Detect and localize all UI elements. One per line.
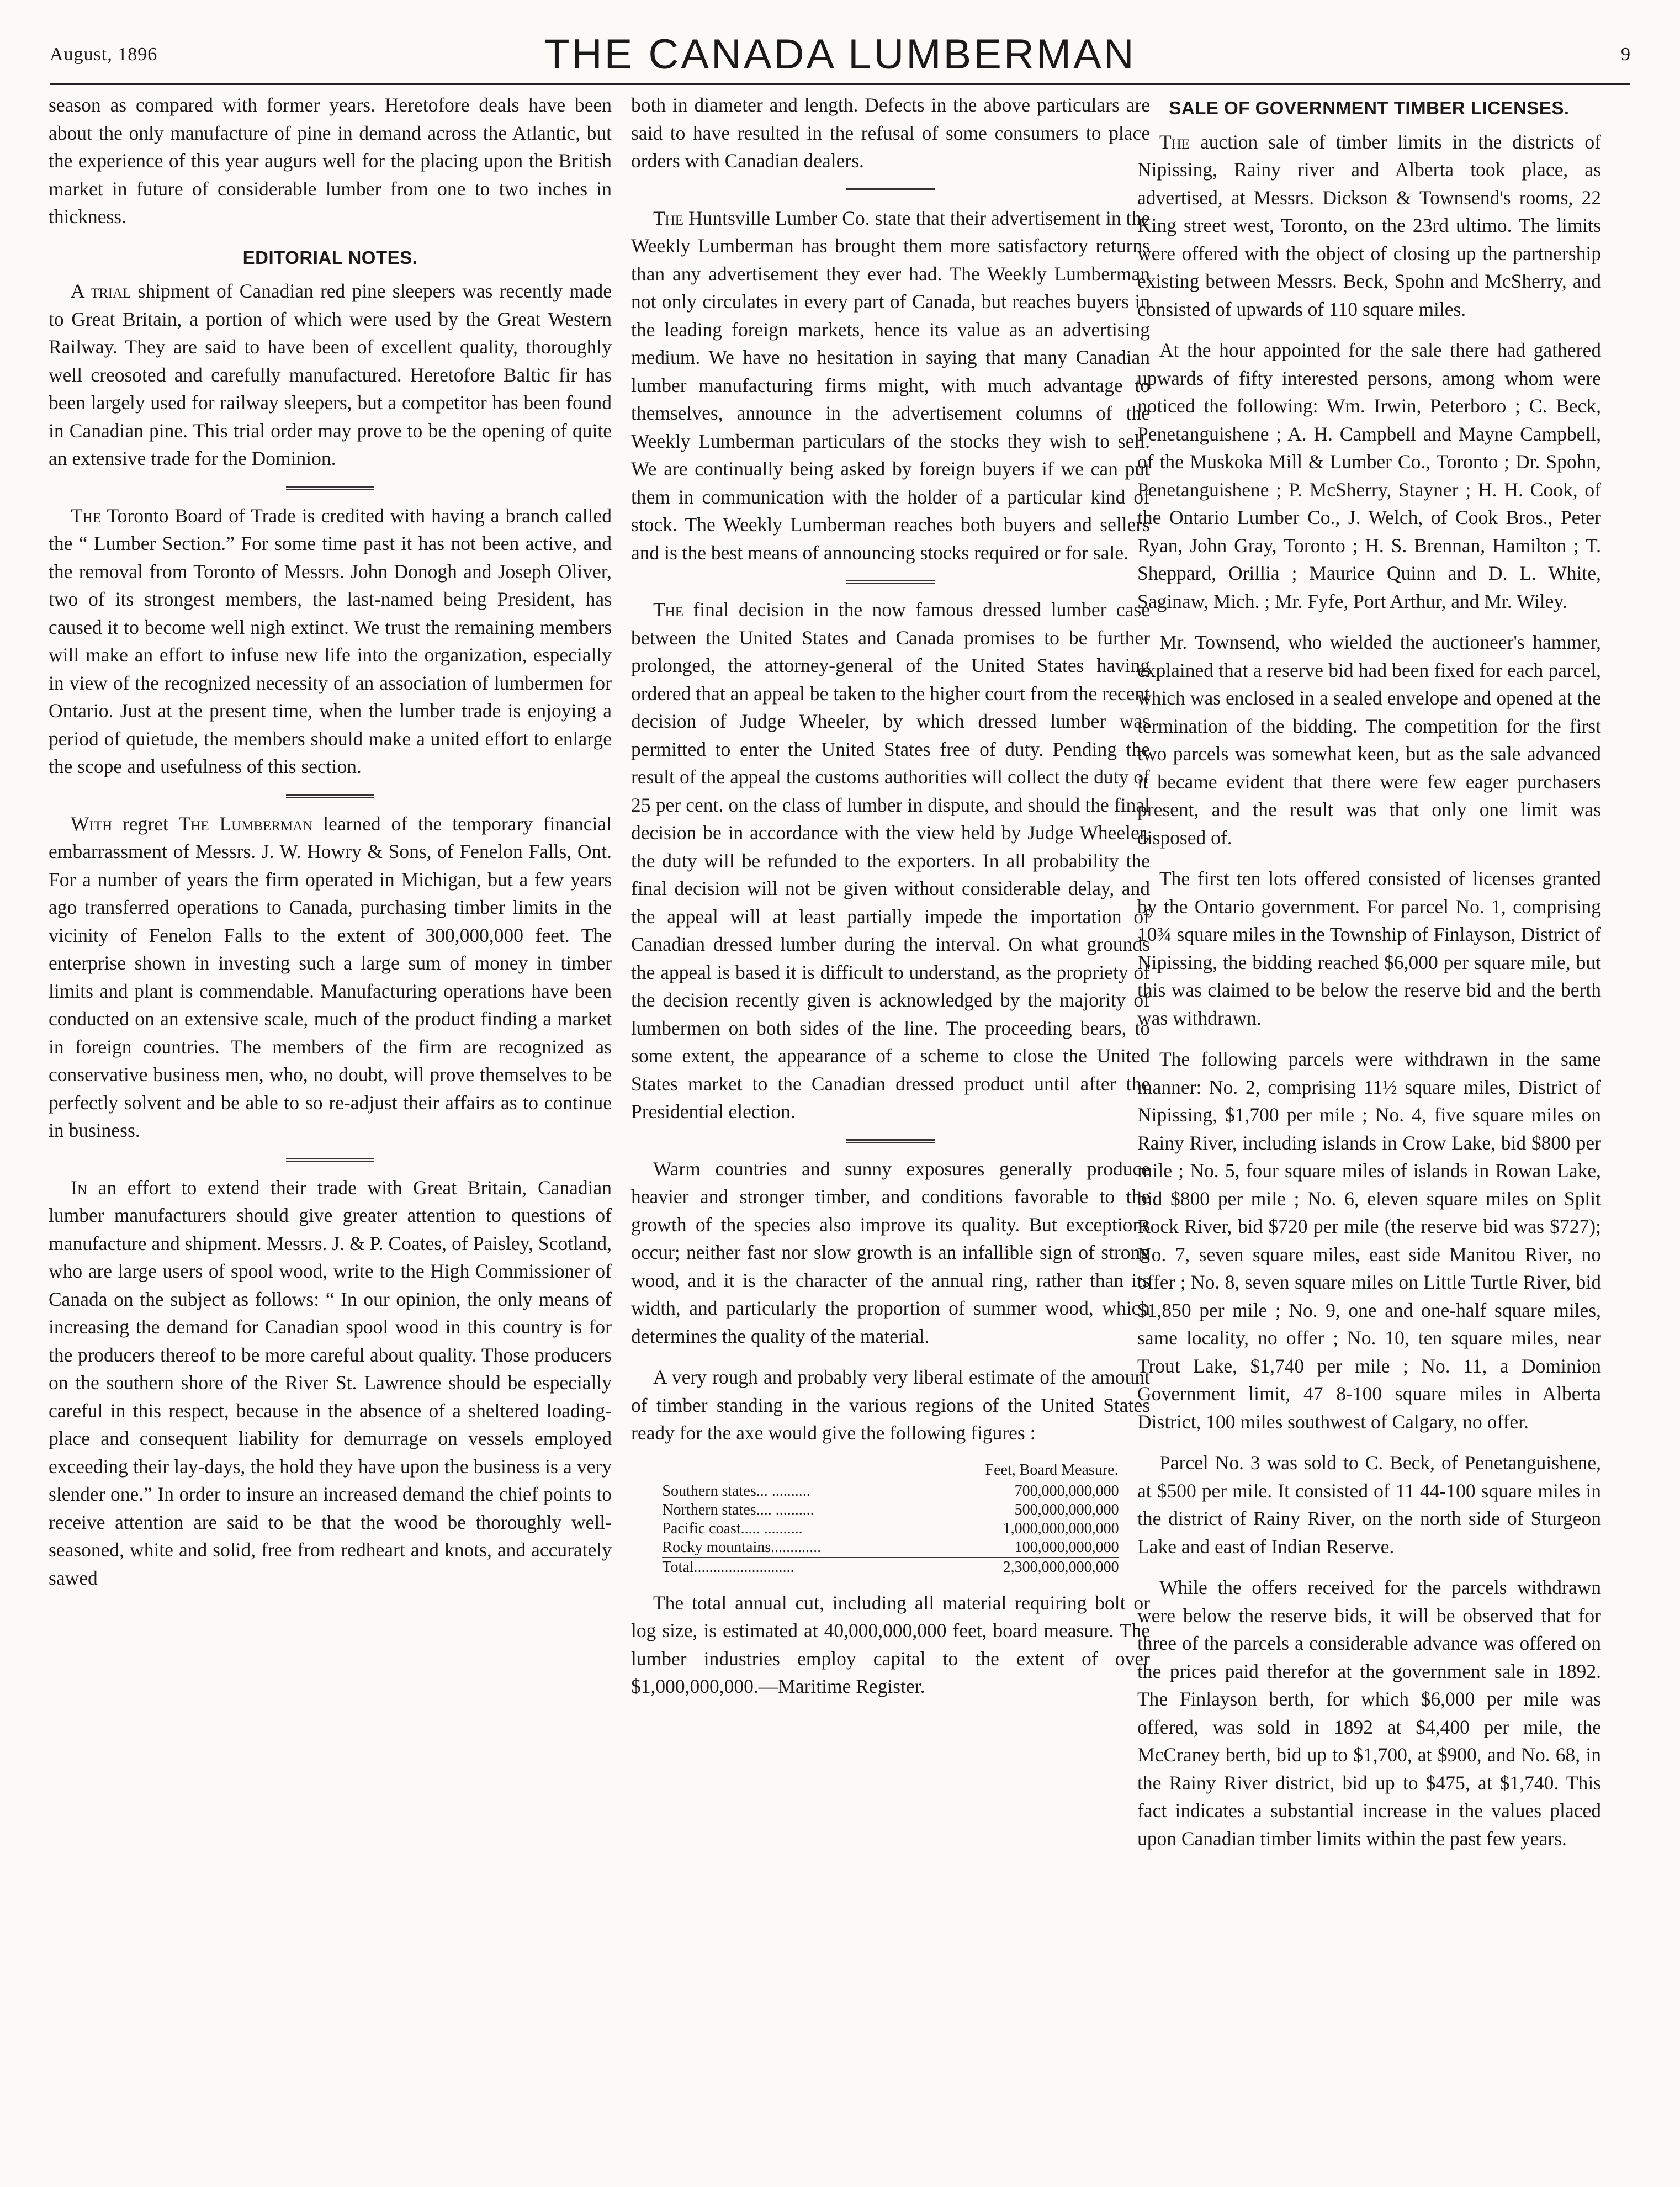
table-total-label: Total.......................... [662,1558,909,1577]
issue-date: August, 1896 [50,44,158,65]
paragraph-text: shipment of Canadian red pine sleepers was recently made to Great Britain, a portion of which were used by the Great Western Railway. They are said to have been of excellent quality, thoroughly well creosoted and carefully manufactured. Heretofore Baltic fir has been largely used for railway sleepers, but a competitor has been found in Canadian pine. This trial order may prove to be the opening of quite an extensive trade for the Dominion. [49,280,612,469]
table-row [662,1482,1119,1501]
paragraph-conclusion: While the offers received for the parcels withdrawn were below the reserve bids, it will be observed that for three of the parcels a considerable advance was offered on the prices paid therefor at the government sale in 1892. The Finlayson berth, for which $6,000 per mile was offered, was sold in 1892 at $4,400 per mile, the McCraney berth, bid up to $1,700, at $900, and No. 68, in the Rainy River district, bid up to $475, at $1,740. This fact indicates a substantial increase in the values placed upon Canadian timber limits within the past few years. [1137,1576,1601,1850]
lead-word: In [71,1176,87,1199]
paragraph-parcel-3: Parcel No. 3 was sold to C. Beck, of Penetanguishene, at $500 per mile. It consisted of 11 44-100 square miles in the district of Rainy River, on the north side of Sturgeon Lake and east of Indian Reserve. [1137,1452,1601,1558]
article-continuation: season as compared with former years. Heretofore deals have been about the only manufacture of pine in demand across the Atlantic, but the experience of this year augurs well for the placing upon the British market in future of considerable lumber from one to two inches in thickness. [49,94,612,227]
column-2 [631,91,1150,1714]
table-region: Rocky mountains............. [662,1538,822,1556]
masthead [50,30,1630,83]
paragraph-annual-cut: The total annual cut, including all material requiring bolt or log size, is estimated at 40,000,000,000 feet, board measure. The lumber industries employ capital to the extent of over $1,000,000,000.—Maritime Register. [631,1591,1150,1697]
lead-word: With [71,812,113,835]
lead-word: The [653,599,684,621]
table-value: 700,000,000,000 [1014,1482,1119,1500]
column-1 [49,91,612,1605]
paragraph-board-of-trade [49,502,612,781]
table-row [662,1538,1119,1558]
header-rule [50,83,1630,85]
publication-title: THE CANADA LUMBERMAN [544,31,1136,78]
separator-rule [846,1139,935,1143]
separator-rule [846,188,935,192]
separator-rule [286,794,374,798]
paragraph-text: final decision in the now famous dressed lumber case between the United States and Canada promises to be further prolonged, the attorney-general of the United States having ordered that an appeal be taken to the higher court from the recent decision of Judge Wheeler, by which dressed lumber was permitted to enter the United States free of duty. Pending the result of the appeal the customs authorities will collect the duty of 25 per cent. on the class of lumber in dispute, and should the final decision be in accordance with the view held by Judge Wheeler, the duty will be refunded to the exporters. In all probability the final decision will not be given without considerable delay, and the appeal will at least partially impede the importation of Canadian dressed lumber during the interval. On what grounds the appeal is based it is difficult to understand, as the propriety of the decision recently given is acknowledged by the majority of lumbermen on both sides of the line. The proceeding bears, to some extent, the appearance of a scheme to close the United States market to the Canadian dressed product until after the Presidential election. [631,599,1150,1122]
table-region: Southern states... .......... [662,1482,810,1500]
section-heading-editorial-notes: EDITORIAL NOTES. [242,247,418,268]
table-total-value: 2,300,000,000,000 [910,1558,1119,1577]
separator-rule [846,580,935,584]
paragraph-withdrawn-parcels: The following parcels were withdrawn in the same manner: No. 2, comprising 11½ square miles, District of Nipissing, $1,700 per mile ; No. 4, five square miles on Rainy River, including islands in Crow Lake, bid $800 per mile ; No. 5, four square miles of islands in Rowan Lake, bid $800 per mile ; No. 6, eleven square miles on Split Rock River, bid $720 per mile (the reserve bid was $727); No. 7, seven square miles, east side Manitou River, no offer ; No. 8, seven square miles on Little Turtle River, bid $1,850 per mile ; No. 9, one and one-half square miles, same locality, no offer ; No. 10, ten square miles, near Trout Lake, $1,740 per mile ; No. 11, a Dominion Government limit, 47 8-100 square miles in Alberta District, 100 miles southwest of Calgary, no offer. [1137,1048,1601,1433]
table-region: Pacific coast..... .......... [662,1519,803,1537]
publication-name: The Lumberman [178,812,313,835]
paragraph-dressed-lumber [631,596,1150,1126]
table-row [662,1501,1119,1519]
table-header: Feet, Board Measure. [985,1461,1119,1479]
paragraph-text: Huntsville Lumber Co. state that their advertisement in the Weekly Lumberman has brought them more satisfactory returns than any advertisement they ever had. The Weekly Lumberman not only circulates in every part of Canada, but reaches buyers in the leading foreign markets, hence its value as an advertising medium. We have no hesitation in saying that many Canadian lumber manufacturing firms might, with much advantage to themselves, announce in the advertisement columns of the Weekly Lumberman particulars of the stocks they wish to sell. We are continually being asked by foreign buyers if we can put them in communication with the holder of a particular kind of stock. The Weekly Lumberman reaches both buyers and sellers and is the best means of announcing stocks required or for sale. [631,206,1150,564]
table-value: 1,000,000,000,000 [1003,1519,1119,1537]
page-number: 9 [1621,44,1630,65]
table-value: 500,000,000,000 [1014,1501,1119,1518]
lead-word: A trial [71,280,131,302]
paragraph-auctioneer: Mr. Townsend, who wielded the auctioneer's hammer, explained that a reserve bid had been fixed for each parcel, which was enclosed in a sealed envelope and opened at the termination of the bidding. The competition for the first two parcels was somewhat keen, but as the sale advanced it became evident that there were few eager purchasers present, and the result was that only one limit was disposed of. [1137,631,1601,849]
paragraph-spool-wood [49,1174,612,1592]
paragraph-text: Toronto Board of Trade is credited with having a branch called the “ Lumber Section.” For some time past it has not been active, and the removal from Toronto of Messrs. John Donogh and Joseph Oliver, two of its strongest members, the last-named being President, has caused it to become well nigh extinct. We trust the remaining members will make an effort to infuse new life into the organization, especially in view of the recognized necessity of an association of lumbermen for Ontario. Just at the present time, when the lumber trade is enjoying a period of quietude, the members should make a united effort to enlarge the scope and usefulness of this section. [49,504,612,777]
paragraph-text: an effort to extend their trade with Great Britain, Canadian lumber manufacturers should give greater attention to questions of manufacture and shipment. Messrs. J. & P. Coates, of Paisley, Scotland, who are large users of spool wood, write to the High Commissioner of Canada on the subject as follows: “ In our opinion, the only means of increasing the demand for Canadian spool wood in this country is for the producers thereof to be more careful about quality. Those producers on the southern shore of the River St. Lawrence should be especially careful in this respect, because in the absence of a sheltered loading-place and consequent liability for demurrage on vessels employed exceeding their lay-days, the hold they have upon the business is a very slender one.” In order to insure an increased demand the chief points to receive attention are said to be that the wood be thoroughly well-seasoned, white and solid, free from redheart and knots, and accurately sawed [49,1176,612,1589]
separator-rule [286,1158,374,1162]
separator-rule [286,486,374,490]
table-region: Northern states.... .......... [662,1501,814,1518]
paragraph-text: regret [112,812,179,835]
article-continuation: both in diameter and length. Defects in the above particulars are said to have resulted in the refusal of some consumers to place orders with Canadian dealers. [631,94,1150,172]
lead-word: The [1159,130,1190,153]
table-value: 100,000,000,000 [1014,1538,1119,1556]
paragraph-warm-countries: Warm countries and sunny exposures generally produce heavier and stronger timber, and conditions favorable to the growth of the species also improve its quality. But exceptions occur; neither fast nor slow growth is an infallible sign of strong wood, and it is the character of the annual ring, rather than its width, and particularly the proportion of summer wood, which determines the quality of the material. [631,1157,1150,1347]
paragraph-attendees: At the hour appointed for the sale there had gathered upwards of fifty interested persons, among whom were noticed the following: Wm. Irwin, Peterboro ; C. Beck, Penetanguishene ; A. H. Campbell and Mayne Campbell, of the Muskoka Mill & Lumber Co., Toronto ; Dr. Spohn, Penetanguishene ; P. McSherry, Stayner ; H. H. Cook, of the Ontario Lumber Co., J. Welch, of Cook Bros., Peter Ryan, John Gray, Toronto ; H. S. Brennan, Hamilton ; T. Sheppard, Orillia ; Maurice Quinn and D. L. White, Saginaw, Mich. ; Mr. Fyfe, Port Arthur, and Mr. Wiley. [1137,339,1601,612]
paragraph-text: learned of the temporary financial embarrassment of Messrs. J. W. Howry & Sons, of Fenelon Falls, Ont. For a number of years the firm operated in Michigan, but a few years ago transferred operations to Canada, purchasing timber limits in the vicinity of Fenelon Falls to the extent of 300,000,000 feet. The enterprise shown in investing such a large sum of money in timber limits and plant is commendable. Manufacturing operations have been conducted on an extensive scale, much of the product finding a market in foreign countries. The members of the firm are recognized as conservative business men, who, no doubt, will prove themselves to be perfectly solvent and be able to so re-adjust their affairs as to continue in business. [49,812,612,1141]
paragraph-trial-shipment [49,277,612,473]
paragraph-first-lots: The first ten lots offered consisted of licenses granted by the Ontario government. For parcel No. 1, comprising 10¾ square miles in the Township of Finlayson, District of Nipissing, the bidding reached $6,000 per square mile, but this was claimed to be below the reserve bid and the berth was withdrawn. [1137,867,1601,1029]
section-heading-timber-licenses: SALE OF GOVERNMENT TIMBER LICENSES. [1169,98,1570,118]
paragraph-text: auction sale of timber limits in the districts of Nipissing, Rainy river and Alberta took place, as advertised, at Messrs. Dickson & Townsend's rooms, 22 King street west, Toronto, on the 23rd ultimo. The limits were offered with the object of closing up the partnership existing between Messrs. Beck, Spohn and McSherry, and consisted of upwards of 110 square miles. [1137,130,1601,320]
table-total-row [662,1558,1119,1577]
paragraph-huntsville [631,204,1150,567]
column-3 [1137,91,1601,1866]
paragraph-estimate: A very rough and probably very liberal estimate of the amount of timber standing in the various regions of the United States ready for the axe would give the following figures : [631,1366,1150,1444]
timber-estimate-table [662,1460,1119,1577]
paragraph-auction-sale [1137,128,1601,324]
lead-word: The [653,206,684,229]
lead-word: The [71,504,102,527]
table-row [662,1519,1119,1538]
paragraph-howry-sons [49,810,612,1145]
